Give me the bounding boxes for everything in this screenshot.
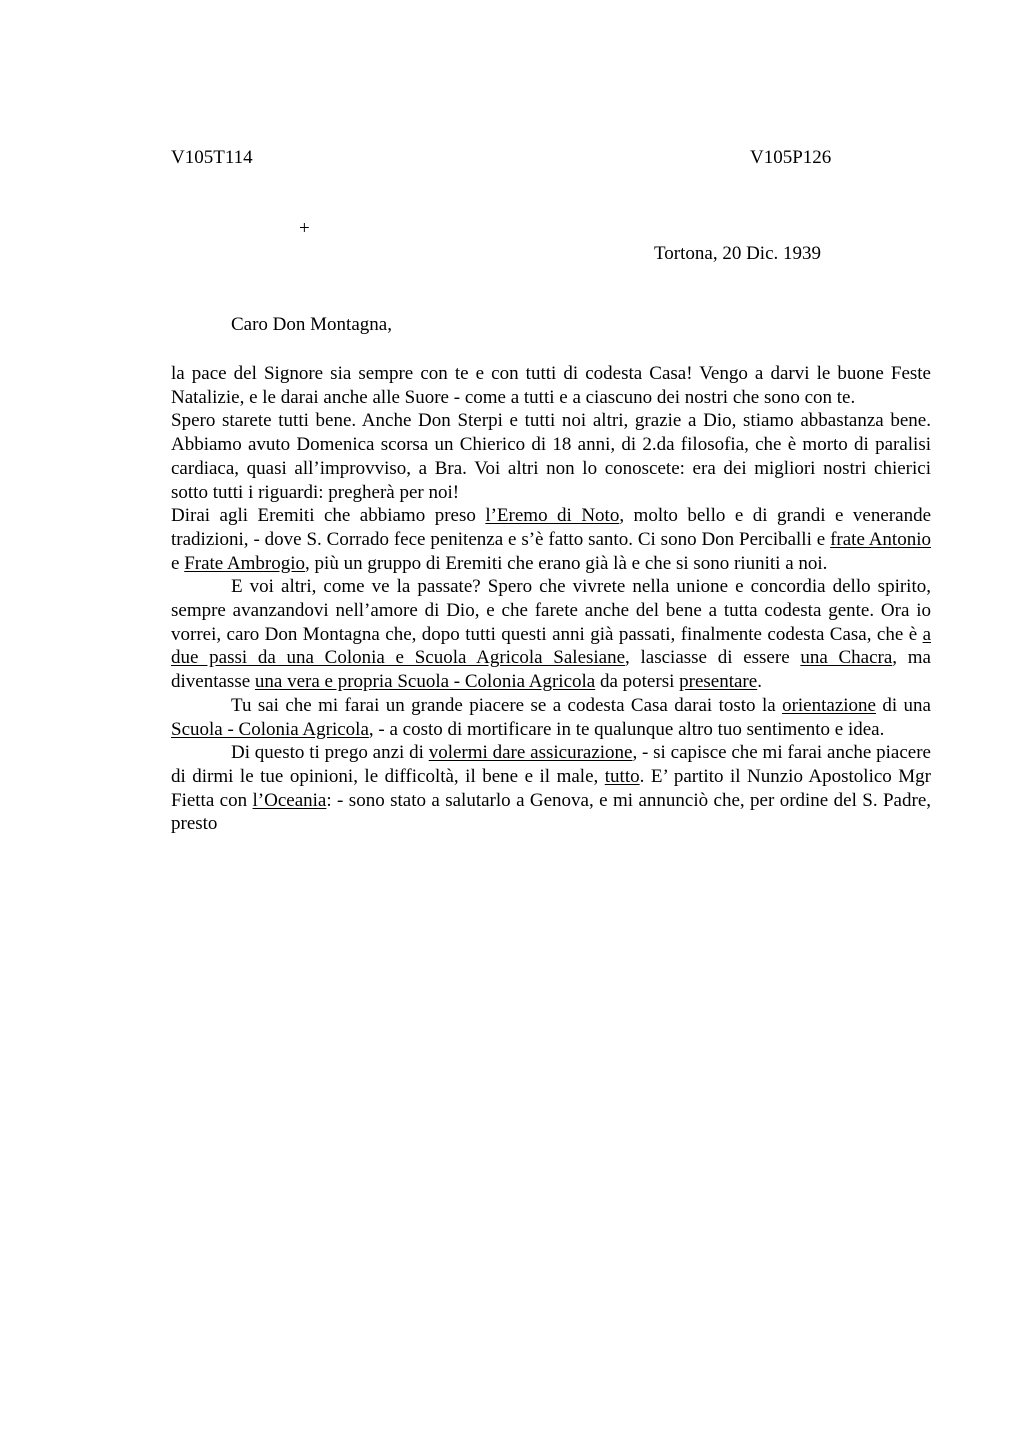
text-segment: , lasciasse di essere <box>625 647 801 669</box>
letter-paragraph <box>171 504 931 575</box>
letter-body <box>171 362 931 836</box>
underlined-phrase: Scuola - Colonia Agricola <box>171 718 369 740</box>
text-segment: E voi altri, come ve la passate? Spero che vivrete nella unione e concordia dello spirito, sempre avanzandovi nell’amore di Dio, e che farete anche del bene a tutta codesta gente. Ora io vorrei, caro Don Montagna che, dopo tutti questi anni già passati, finalmente codesta Casa, che è <box>171 576 931 645</box>
letter-paragraph <box>171 409 931 504</box>
text-segment: , molto bello e di grandi e venerande tradizioni, - dove S. Corrado fece penitenza e s’è fatto santo. Ci sono Don Perciballi e <box>171 505 931 550</box>
letter-paragraph <box>171 741 931 836</box>
text-segment: . <box>757 671 762 693</box>
document-code-right: V105P126 <box>750 147 832 168</box>
underlined-phrase: l’Eremo di Noto <box>485 505 620 527</box>
text-segment: e <box>171 552 185 574</box>
document-code-left: V105T114 <box>171 147 253 168</box>
underlined-phrase: l’Oceania <box>252 789 327 811</box>
underlined-phrase: tutto <box>604 765 640 787</box>
underlined-phrase: una Chacra <box>800 647 893 669</box>
underlined-phrase: frate Antonio <box>830 528 931 550</box>
text-segment: Di questo ti prego anzi di <box>231 742 429 764</box>
underlined-phrase: volermi dare assicurazione <box>428 742 633 764</box>
underlined-phrase: Frate Ambrogio <box>184 552 306 574</box>
letter-paragraph <box>171 694 931 741</box>
underlined-phrase: una vera e propria Scuola - Colonia Agricola <box>254 671 596 693</box>
salutation: Caro Don Montagna, <box>231 314 392 335</box>
text-segment: di una <box>875 694 931 716</box>
text-segment: : - sono stato a salutarlo a Genova, e mi annunciò che, per ordine del S. Padre, presto <box>171 789 932 835</box>
letter-paragraph <box>171 362 931 409</box>
text-segment: , - a costo di mortificare in te qualunque altro tuo sentimento e idea. <box>368 718 885 740</box>
underlined-phrase: orientazione <box>782 694 876 716</box>
text-segment: la pace del Signore sia sempre con te e con tutti di codesta Casa! Vengo a darvi le buone Feste Natalizie, e le darai anche alle Suore - come a tutti e a ciascuno dei nostri che sono con te. <box>171 363 931 408</box>
text-segment: . E’ partito il Nunzio Apostolico Mgr Fietta con <box>171 765 932 811</box>
underlined-phrase: a due passi da una Colonia e Scuola Agricola Salesiane <box>171 623 931 669</box>
text-segment: Spero starete tutti bene. Anche Don Sterpi e tutti noi altri, grazie a Dio, stiamo abbastanza bene. Abbiamo avuto Domenica scorsa un Chierico di 18 anni, di 2.da filosofia, che è morto di paralisi cardiaca, quasi all’improvviso, a Bra. Voi altri non lo conoscete: era dei migliori nostri chierici sotto tutti i riguardi: pregherà per noi! <box>171 410 931 503</box>
underlined-phrase: presentare <box>679 671 758 693</box>
cross-symbol: + <box>299 218 310 239</box>
place-date-line: Tortona, 20 Dic. 1939 <box>654 243 822 264</box>
text-segment: da potersi <box>595 671 680 693</box>
text-segment: Dirai agli Eremiti che abbiamo preso <box>171 505 486 527</box>
letter-paragraph <box>171 575 931 694</box>
text-segment: Tu sai che mi farai un grande piacere se a codesta Casa darai tosto la <box>231 694 783 716</box>
text-segment: , - si capisce che mi farai anche piacere di dirmi le tue opinioni, le difficoltà, il bene e il male, <box>171 742 931 787</box>
text-segment: , ma diventasse <box>171 647 931 693</box>
text-segment: , più un gruppo di Eremiti che erano già là e che si sono riuniti a noi. <box>305 552 828 574</box>
